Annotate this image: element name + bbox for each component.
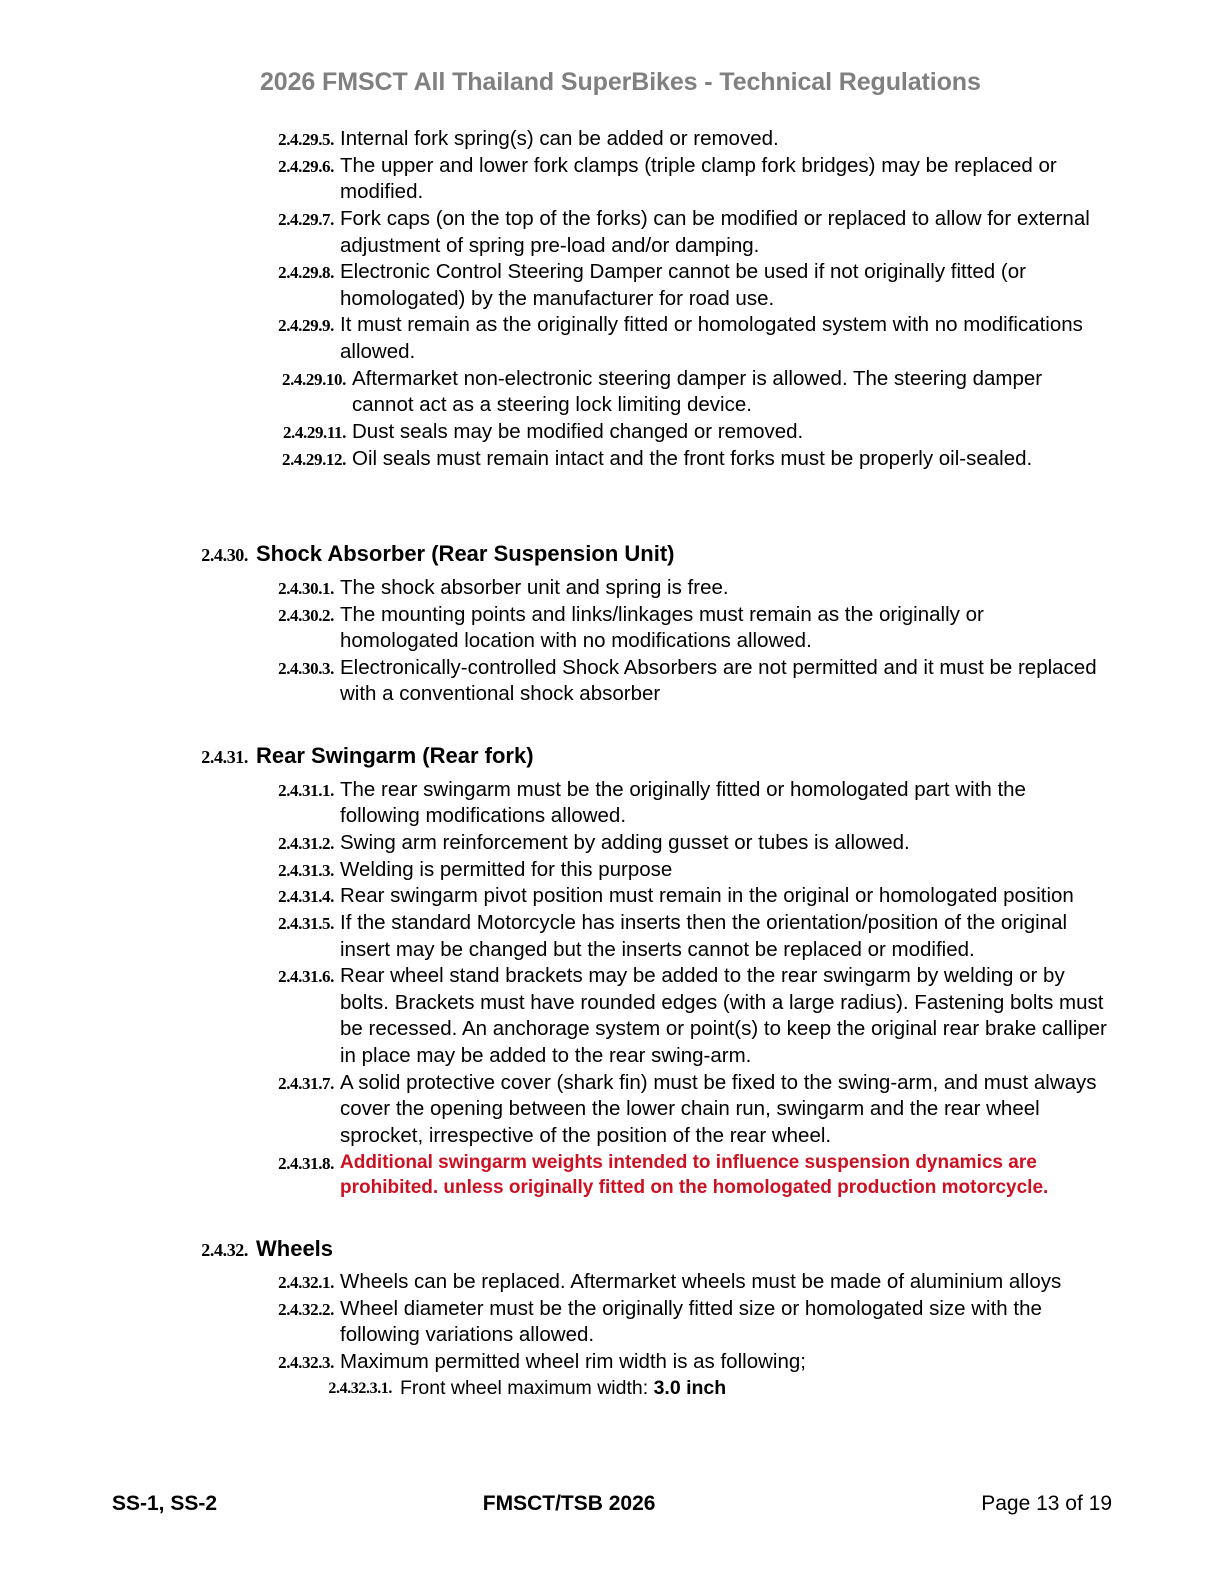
clause-text: Rear wheel stand brackets may be added to the rear swingarm by welding or by bolts. Brackets must have rounded edges (with a large radius). Fastening bolts must be recessed. An anchorage system or point(s) to keep the original rear brake calliper in place may be added to the rear swing-arm.	[340, 964, 1107, 1068]
clause-2-4-29-11	[258, 419, 1224, 446]
section-rear-swingarm	[0, 742, 1224, 1200]
clause-number: 2.4.31.1.	[278, 780, 334, 800]
clause-number: 2.4.31.2.	[278, 834, 334, 853]
clause-2-4-29-8	[258, 259, 1224, 312]
clause-number: 2.4.29.11.	[282, 423, 346, 443]
section-heading-2-4-30	[182, 540, 1224, 569]
clause-number: 2.4.29.12.	[281, 449, 346, 469]
spacer	[0, 506, 1224, 540]
clause-number: 2.4.29.8.	[278, 263, 334, 283]
spacer	[0, 472, 1224, 506]
section-heading-2-4-31	[182, 742, 1224, 771]
clause-2-4-29-12	[258, 446, 1224, 473]
clause-2-4-31-4	[258, 883, 1224, 910]
clause-number: 2.4.31.3.	[278, 860, 334, 880]
clause-text	[392, 1376, 1120, 1401]
clause-2-4-31-6	[258, 963, 1224, 1070]
clause-number: 2.4.29.7.	[278, 209, 334, 229]
section-heading-2-4-32	[182, 1235, 1224, 1264]
section-shock-absorber	[0, 540, 1224, 708]
clause-2-4-32-3-1	[300, 1376, 1224, 1401]
section-title: Shock Absorber (Rear Suspension Unit)	[256, 541, 675, 567]
clause-2-4-31-2	[258, 830, 1224, 857]
spacer	[0, 1201, 1224, 1235]
footer-document-code: FMSCT/TSB 2026	[482, 1492, 656, 1515]
clause-number: 2.4.30.3.	[278, 658, 334, 678]
clause-number: 2.4.29.10.	[281, 369, 346, 389]
clause-text: It must remain as the originally fitted or homologated system with no modifications allowed.	[340, 313, 1083, 364]
clause-2-4-29-9	[258, 312, 1224, 365]
clause-text: Oil seals must remain intact and the front forks must be properly oil-sealed.	[352, 446, 1033, 470]
section-title: Rear Swingarm (Rear fork)	[256, 743, 534, 769]
clause-text: A solid protective cover (shark fin) must be fixed to the swing-arm, and must always cover the opening between the lower chain run, swingarm and the rear wheel sprocket, irrespective of the position of the rear wheel.	[340, 1070, 1097, 1148]
clause-number: 2.4.31.8.	[278, 1153, 334, 1173]
clause-2-4-32-2	[258, 1296, 1224, 1349]
clause-2-4-29-10	[258, 366, 1224, 419]
clause-number: 2.4.31.7.	[278, 1073, 334, 1093]
clause-text-highlighted: Additional swingarm weights intended to influence suspension dynamics are prohibited. unless originally fitted on the homologated production motorcycle.	[340, 1151, 1049, 1199]
clause-text: Swing arm reinforcement by adding gusset or tubes is allowed.	[340, 831, 910, 854]
clause-2-4-31-1	[258, 777, 1224, 830]
clause-text: If the standard Motorcycle has inserts then the orientation/position of the original insert may be changed but the inserts cannot be replaced or modified.	[340, 910, 1068, 961]
page-footer	[112, 1492, 1112, 1516]
clause-text: Wheels can be replaced. Aftermarket wheels must be made of aluminium alloys	[340, 1270, 1062, 1294]
clause-text: Maximum permitted wheel rim width is as following;	[340, 1350, 806, 1374]
clause-text: The upper and lower fork clamps (triple clamp fork bridges) may be replaced or modified.	[340, 153, 1057, 204]
clause-text: Wheel diameter must be the originally fitted size or homologated size with the following variations allowed.	[340, 1296, 1042, 1347]
clause-2-4-31-8	[258, 1150, 1224, 1201]
clause-2-4-30-1	[258, 575, 1224, 602]
section-number: 2.4.32.	[201, 1239, 248, 1260]
clause-number: 2.4.29.9.	[278, 316, 334, 336]
section-number: 2.4.31.	[201, 747, 248, 768]
clause-text: Rear swingarm pivot position must remain in the original or homologated position	[340, 884, 1074, 908]
clause-2-4-31-7	[258, 1070, 1224, 1150]
clause-2-4-32-3	[258, 1349, 1224, 1376]
clause-text: Internal fork spring(s) can be added or removed.	[340, 127, 779, 150]
clause-text: The mounting points and links/linkages must remain as the originally or homologated location with no modifications allowed.	[340, 602, 984, 653]
clause-number: 2.4.32.2.	[278, 1299, 334, 1319]
clause-2-4-30-3	[258, 655, 1224, 708]
clause-number: 2.4.30.1.	[278, 578, 334, 598]
clause-number: 2.4.31.4.	[278, 887, 334, 907]
clause-text-prefix: Front wheel maximum width:	[400, 1376, 654, 1399]
clause-2-4-29-5	[258, 126, 1224, 153]
clause-number: 2.4.31.5.	[278, 913, 334, 933]
clause-text: Electronically-controlled Shock Absorbers are not permitted and it must be replaced with a conventional shock absorber	[340, 655, 1097, 706]
clause-number: 2.4.32.1.	[278, 1273, 334, 1293]
clause-number: 2.4.32.3.	[278, 1353, 334, 1373]
clause-2-4-29-7	[258, 206, 1224, 259]
footer-page-number: Page 13 of 19	[981, 1492, 1112, 1515]
clause-2-4-31-5	[258, 910, 1224, 963]
clause-text: The rear swingarm must be the originally fitted or homologated part with the following modifications allowed.	[340, 777, 1026, 828]
clause-2-4-30-2	[258, 602, 1224, 655]
section-title: Wheels	[256, 1235, 334, 1261]
clause-2-4-29-6	[258, 153, 1224, 206]
clause-number: 2.4.30.2.	[278, 605, 334, 625]
clause-text: The shock absorber unit and spring is free.	[340, 575, 729, 599]
page-header-title: 2026 FMSCT All Thailand SuperBikes - Technical Regulations	[260, 68, 981, 96]
section-wheels	[0, 1235, 1224, 1402]
spacer	[0, 708, 1224, 742]
footer-class-codes: SS-1, SS-2	[112, 1492, 218, 1515]
clause-2-4-31-3	[258, 857, 1224, 884]
clause-text: Welding is permitted for this purpose	[340, 857, 673, 881]
section-number: 2.4.30.	[201, 545, 248, 566]
clause-text: Fork caps (on the top of the forks) can be modified or replaced to allow for external adjustment of spring pre-load and/or damping.	[340, 206, 1090, 257]
clause-number: 2.4.29.5.	[278, 130, 334, 149]
clause-text: Aftermarket non-electronic steering damper is allowed. The steering damper cannot act as a steering lock limiting device.	[352, 366, 1043, 417]
clause-text: Electronic Control Steering Damper cannot be used if not originally fitted (or homologated) by the manufacturer for road use.	[340, 260, 1026, 310]
clause-number: 2.4.31.6.	[278, 967, 334, 987]
clause-group-forks	[0, 126, 1224, 472]
clause-text: Dust seals may be modified changed or removed.	[352, 420, 804, 444]
clause-2-4-32-1	[258, 1269, 1224, 1296]
document-body	[0, 126, 1224, 1401]
clause-number: 2.4.29.6.	[278, 156, 334, 176]
clause-number: 2.4.32.3.1.	[328, 1379, 392, 1397]
clause-text-value: 3.0 inch	[653, 1376, 727, 1399]
